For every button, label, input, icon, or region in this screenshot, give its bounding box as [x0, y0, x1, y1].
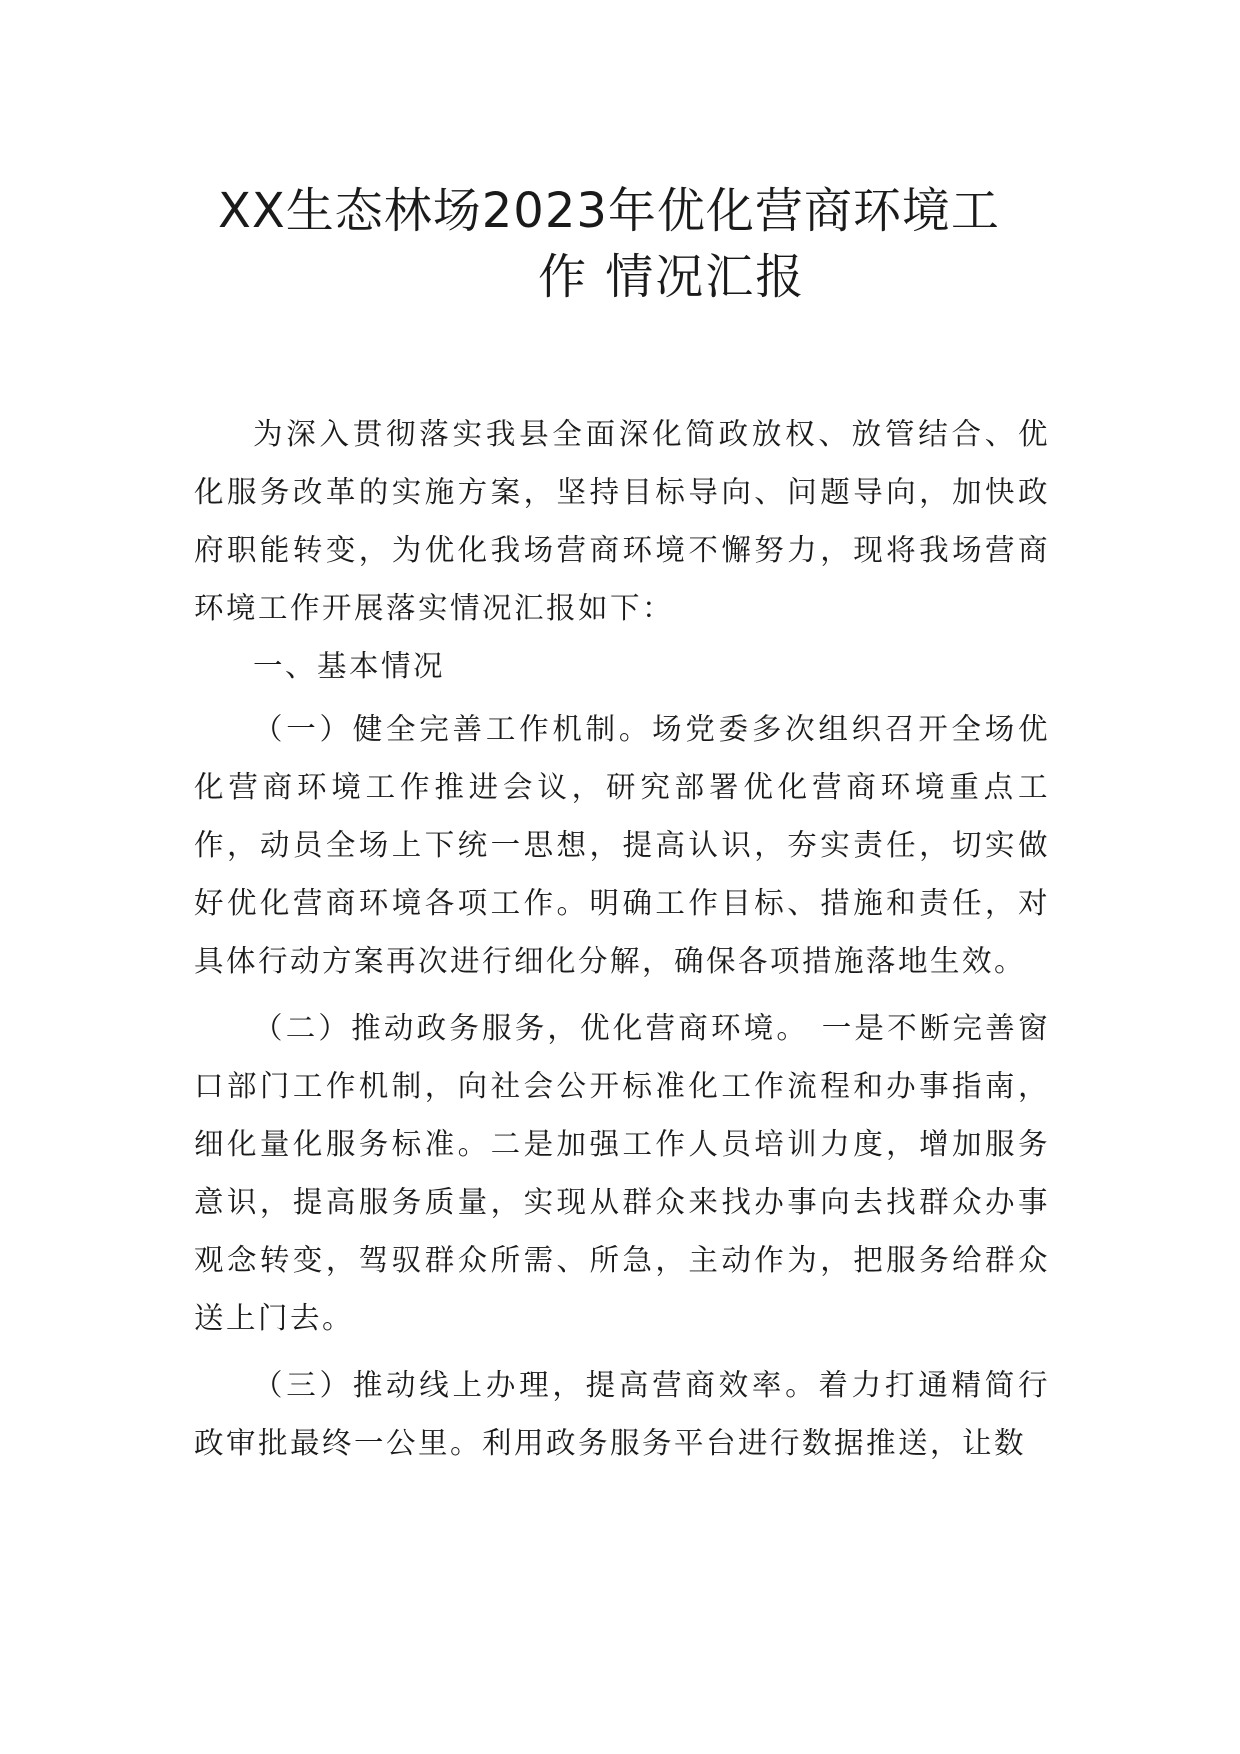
document-title: [0, 178, 1240, 310]
intro-paragraph: 为深入贯彻落实我县全面深化简政放权、放管结合、优化服务改革的实施方案，坚持目标导向、问题导向，加快政府职能转变，为优化我场营商环境不懈努力，现将我场营商环境工作开展落实情况汇报如下：: [194, 417, 1050, 625]
document-body: [194, 405, 1050, 1472]
title-line-1: XX生态林场2023年优化营商环境工: [218, 183, 1000, 239]
section-heading-basic-situation: 一、基本情况: [253, 649, 446, 683]
paragraph-item-3: （三）推动线上办理，提高营商效率。着力打通精简行政审批最终一公里。利用政务服务平台进行数据推送，让数: [194, 1368, 1050, 1460]
paragraph-item-1: （一）健全完善工作机制。场党委多次组织召开全场优化营商环境工作推进会议，研究部署优化营商环境重点工作，动员全场上下统一思想，提高认识，夯实责任，切实做好优化营商环境各项工作。明确工作目标、措施和责任，对具体行动方案再次进行细化分解，确保各项措施落地生效。: [194, 712, 1050, 978]
paragraph-item-2: （二）推动政务服务，优化营商环境。 一是不断完善窗口部门工作机制，向社会公开标准化工作流程和办事指南，细化量化服务标准。二是加强工作人员培训力度，增加服务意识，提高服务质量，实现从群众来找办事向去找群众办事观念转变，驾驭群众所需、所急，主动作为，把服务给群众送上门去。: [194, 1011, 1050, 1335]
title-line-2: 作 情况汇报: [538, 249, 806, 305]
